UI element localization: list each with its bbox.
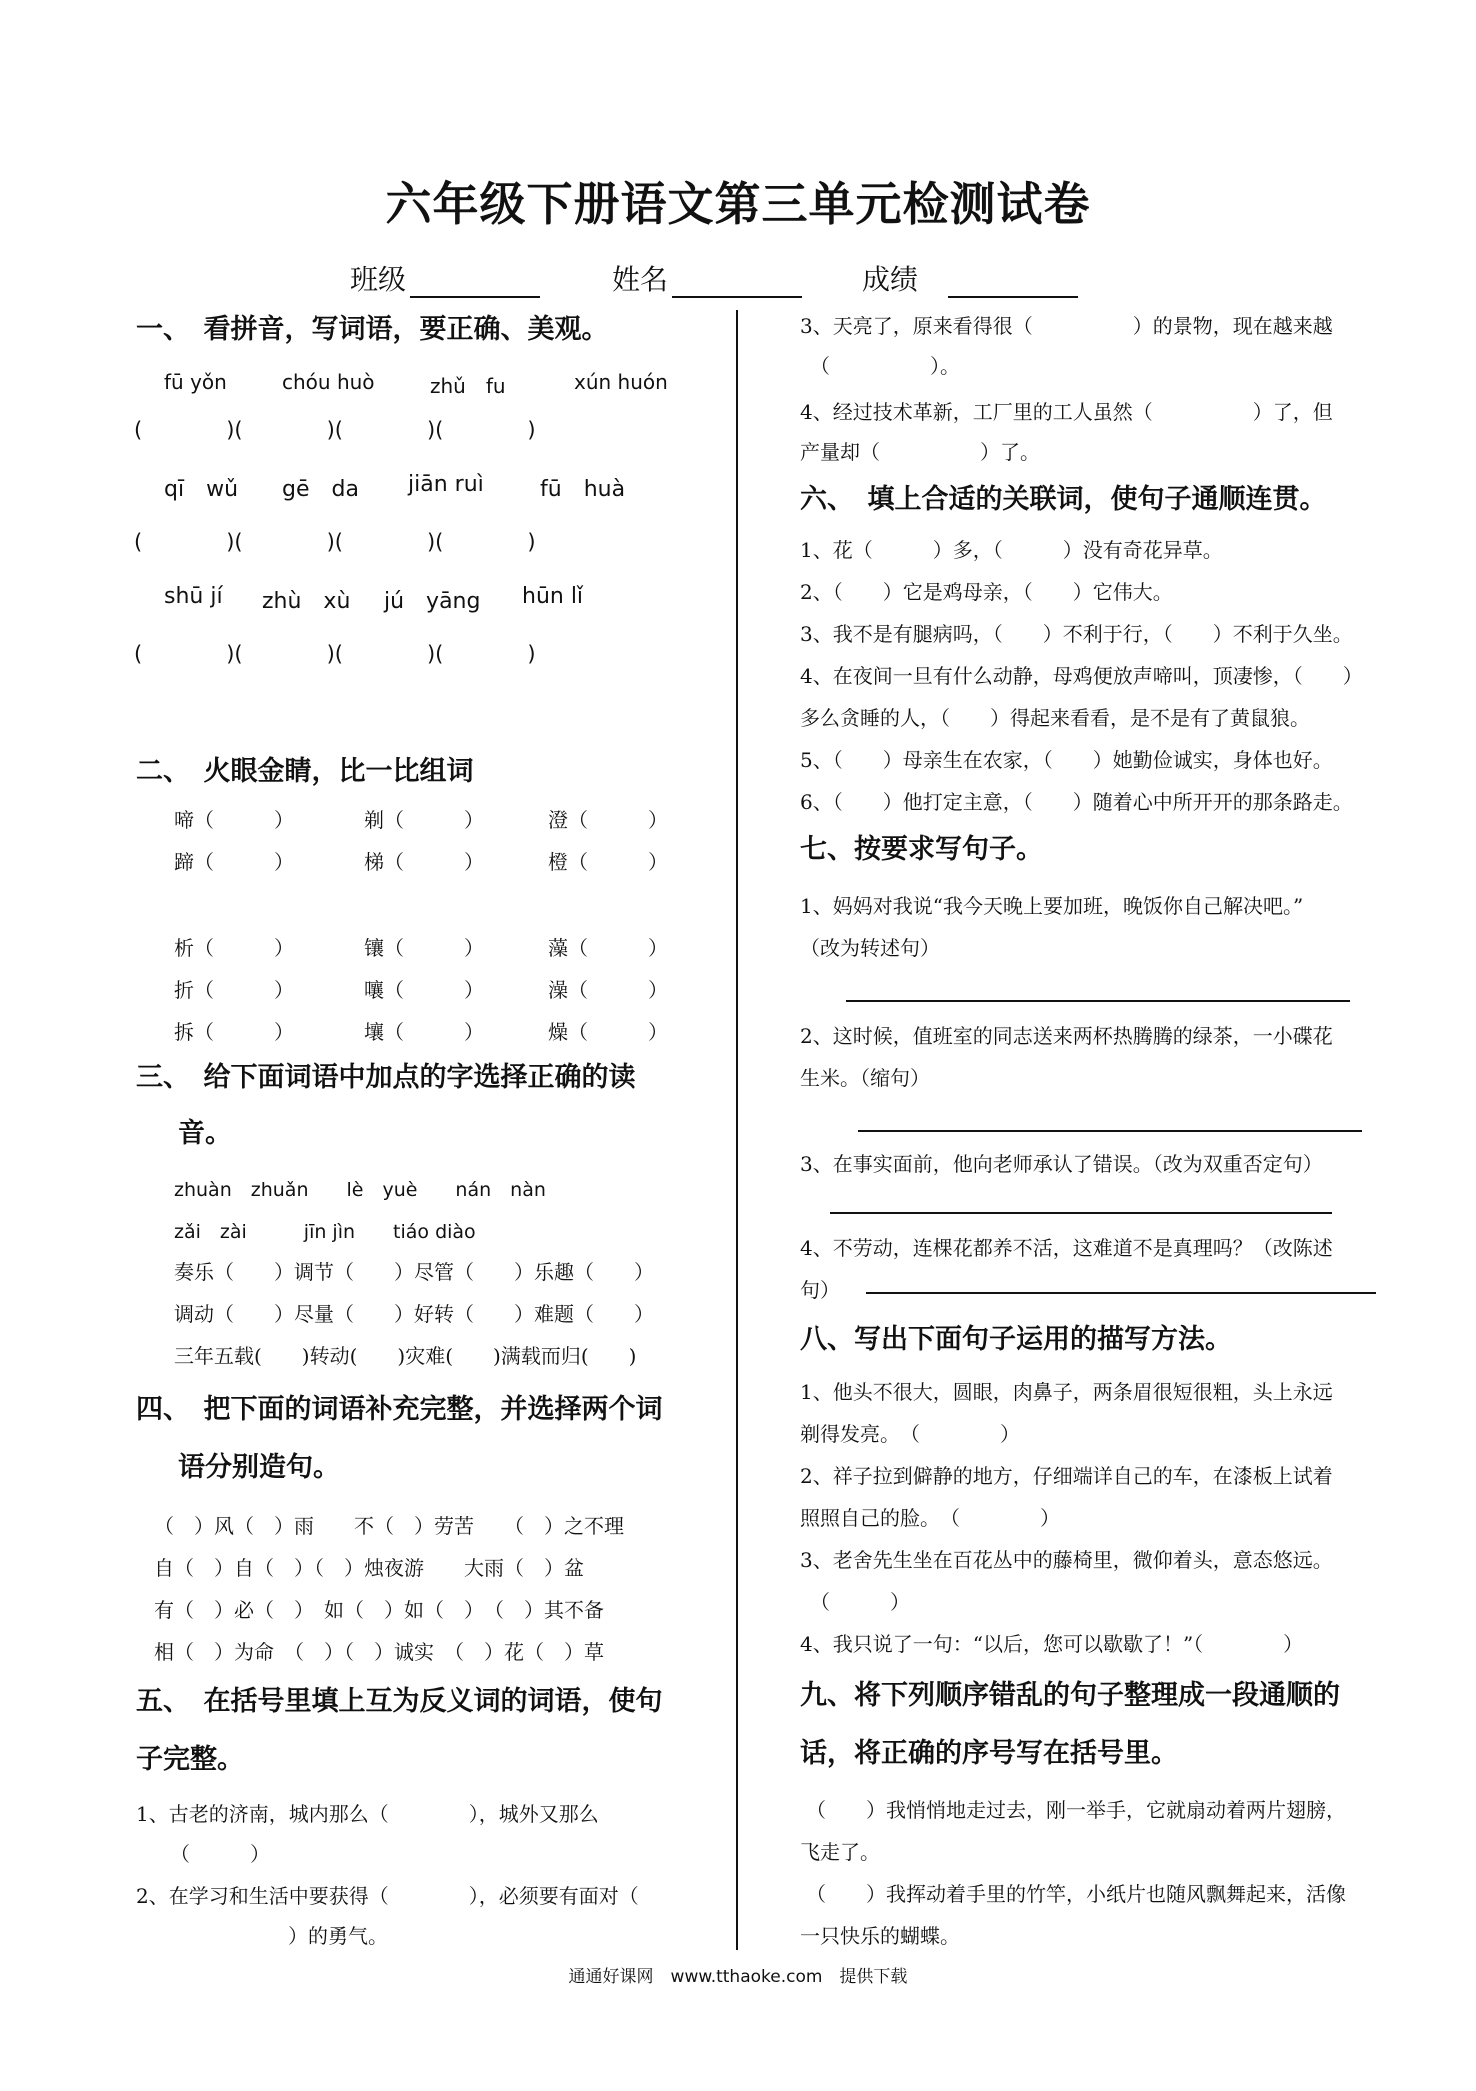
antonym-line[interactable]: 4、经过技术革新，工厂里的工人虽然（ ）了，但 (800, 400, 1333, 424)
section-5-heading: 五、 在括号里填上互为反义词的词语，使句 (136, 1686, 663, 1717)
antonym-line[interactable]: 产量却（ ）了。 (800, 440, 1040, 464)
description-line[interactable]: 剃得发亮。 （ ） (800, 1422, 1020, 1446)
section-2-heading: 二、 火眼金睛，比一比组词 (136, 756, 474, 787)
compare-word[interactable]: 拆（ ） (174, 1020, 294, 1044)
compare-word[interactable]: 嚷（ ） (364, 978, 484, 1002)
name-label: 姓名 (612, 263, 669, 296)
class-blank[interactable] (410, 266, 540, 298)
idiom-row[interactable]: （ ）风（ ）雨 不（ ）劳苦 （ ）之不理 (154, 1514, 624, 1538)
reading-pinyin-2: zǎi zài jīn jìn tiáo diào (174, 1221, 476, 1243)
section-3-heading-cont: 音。 (178, 1118, 232, 1149)
compare-word[interactable]: 橙（ ） (548, 850, 668, 874)
student-info-bar (350, 258, 1150, 298)
order-line: 飞走了。 (800, 1840, 880, 1864)
page-title: 六年级下册语文第三单元检测试卷 (385, 177, 1091, 231)
score-blank[interactable] (948, 266, 1078, 298)
class-label: 班级 (350, 263, 407, 296)
order-line: 一只快乐的蝴蝶。 (800, 1924, 960, 1948)
section-9-heading: 九、将下列顺序错乱的句子整理成一段通顺的 (800, 1680, 1340, 1711)
conjunction-line[interactable]: 6、（ ）他打定主意，（ ）随着心中所开开的那条路走。 (800, 790, 1353, 814)
idiom-row[interactable]: 相（ ）为命 （ ）（ ）诚实 （ ）花（ ）草 (154, 1640, 604, 1664)
antonym-line[interactable]: 1、古老的济南，城内那么（ ），城外又那么 (136, 1802, 599, 1826)
answer-line[interactable] (866, 1290, 1376, 1294)
compare-word[interactable]: 啼（ ） (174, 808, 294, 832)
conjunction-line[interactable]: 4、在夜间一旦有什么动静，母鸡便放声啼叫，顶凄惨，（ ） (800, 664, 1363, 688)
order-line[interactable]: （ ）我悄悄地走过去，刚一举手，它就扇动着两片翅膀， (806, 1798, 1346, 1822)
pinyin-2-1: qī wǔ (164, 477, 239, 502)
pinyin-3-4: hūn lǐ (522, 584, 584, 609)
pinyin-3-1: shū jí (164, 584, 223, 609)
conjunction-line[interactable]: 3、我不是有腿病吗，（ ）不利于行，（ ）不利于久坐。 (800, 622, 1353, 646)
column-divider (736, 310, 738, 1950)
rewrite-question: 2、这时候，值班室的同志送来两杯热腾腾的绿茶，一小碟花 (800, 1024, 1333, 1048)
description-line[interactable]: 照照自己的脸。 （ ） (800, 1506, 1060, 1530)
idiom-row[interactable]: 自（ ）自（ ）（ ）烛夜游 大雨（ ）盆 (154, 1556, 584, 1580)
section-4-heading: 四、 把下面的词语补充完整，并选择两个词 (136, 1394, 663, 1425)
reading-pinyin-1: zhuàn zhuǎn lè yuè nán nàn (174, 1179, 546, 1201)
compare-word[interactable]: 澄（ ） (548, 808, 668, 832)
rewrite-question: （改为转述句） (800, 936, 940, 960)
pinyin-3-2: zhù xù (262, 589, 351, 614)
compare-word[interactable]: 梯（ ） (364, 850, 484, 874)
pinyin-3-3: jú yāng (384, 589, 481, 614)
compare-word[interactable]: 剃（ ） (364, 808, 484, 832)
section-8-heading: 八、写出下面句子运用的描写方法。 (800, 1324, 1232, 1355)
section-6-heading: 六、 填上合适的关联词，使句子通顺连贯。 (800, 484, 1327, 515)
compare-word[interactable]: 折（ ） (174, 978, 294, 1002)
name-field (612, 258, 802, 298)
description-line: 2、祥子拉到僻静的地方，仔细端详自己的车，在漆板上试着 (800, 1464, 1333, 1488)
section-9-heading-cont: 话，将正确的序号写在括号里。 (800, 1738, 1178, 1769)
name-blank[interactable] (672, 266, 802, 298)
section-1-heading: 一、 看拼音，写词语，要正确、美观。 (136, 314, 609, 345)
compare-word[interactable]: 澡（ ） (548, 978, 668, 1002)
pinyin-1-4: xún huón (574, 370, 668, 394)
antonym-line[interactable]: 3、天亮了，原来看得很（ ）的景物，现在越来越 (800, 314, 1333, 338)
antonym-line[interactable]: 2、在学习和生活中要获得（ ），必须要有面对（ (136, 1884, 639, 1908)
rewrite-question: 1、妈妈对我说“我今天晚上要加班，晚饭你自己解决吧。” (800, 894, 1304, 918)
conjunction-line[interactable]: 5、（ ）母亲生在农家，（ ）她勤俭诚实，身体也好。 (800, 748, 1333, 772)
conjunction-line[interactable]: 2、（ ）它是鸡母亲，（ ）它伟大。 (800, 580, 1173, 604)
rewrite-question: 生米。（缩句） (800, 1066, 930, 1090)
rewrite-question: 4、不劳动，连棵花都养不活，这难道不是真理吗？（改陈述 (800, 1236, 1333, 1260)
reading-row[interactable]: 三年五载( )转动( )灾难( )满载而归( ) (174, 1344, 637, 1368)
section-4-heading-cont: 语分别造句。 (178, 1452, 340, 1483)
order-line[interactable]: （ ）我挥动着手里的竹竿，小纸片也随风飘舞起来，活像 (806, 1882, 1346, 1906)
idiom-row[interactable]: 有（ ）必（ ） 如（ ）如（ ） （ ）其不备 (154, 1598, 604, 1622)
compare-word[interactable]: 镶（ ） (364, 936, 484, 960)
footer-source: 通通好课网 www.tthaoke.com 提供下载 (568, 1967, 908, 1987)
rewrite-question: 句） (800, 1278, 840, 1302)
conjunction-line[interactable]: 1、花（ ）多，（ ）没有奇花异草。 (800, 538, 1223, 562)
pinyin-1-3: zhǔ fu (430, 374, 506, 398)
answer-brackets-3[interactable]: ( )( )( )( ) (134, 642, 536, 666)
description-line: 1、他头不很大，圆眼，肉鼻子，两条眉很短很粗，头上永远 (800, 1380, 1333, 1404)
pinyin-1-1: fū yǒn (164, 370, 227, 394)
antonym-line[interactable]: （ ）。 (810, 354, 960, 378)
class-field (350, 258, 540, 298)
antonym-line[interactable]: （ ） (170, 1842, 270, 1866)
conjunction-line[interactable]: 多么贪睡的人，（ ）得起来看看，是不是有了黄鼠狼。 (800, 706, 1310, 730)
antonym-line[interactable]: ）的勇气。 (228, 1924, 388, 1948)
description-line[interactable]: （ ） (810, 1590, 910, 1614)
pinyin-1-2: chóu huò (282, 370, 375, 394)
section-7-heading: 七、按要求写句子。 (800, 834, 1043, 865)
pinyin-2-2: gē da (282, 477, 359, 502)
score-field (862, 258, 1078, 298)
score-label: 成绩 (862, 263, 919, 296)
compare-word[interactable]: 蹄（ ） (174, 850, 294, 874)
compare-word[interactable]: 壤（ ） (364, 1020, 484, 1044)
rewrite-question: 3、在事实面前，他向老师承认了错误。（改为双重否定句） (800, 1152, 1323, 1176)
pinyin-2-3: jiān ruì (408, 472, 484, 497)
compare-word[interactable]: 燥（ ） (548, 1020, 668, 1044)
pinyin-2-4: fū huà (540, 477, 626, 502)
description-line[interactable]: 4、我只说了一句：“以后，您可以歇歇了！”（ ） (800, 1632, 1304, 1656)
answer-brackets-1[interactable]: ( )( )( )( ) (134, 418, 536, 442)
answer-line[interactable] (830, 1210, 1332, 1214)
answer-line[interactable] (846, 998, 1350, 1002)
answer-brackets-2[interactable]: ( )( )( )( ) (134, 530, 536, 554)
description-line: 3、老舍先生坐在百花丛中的藤椅里，微仰着头，意态悠远。 (800, 1548, 1333, 1572)
compare-word[interactable]: 藻（ ） (548, 936, 668, 960)
reading-row[interactable]: 调动（ ）尽量（ ）好转（ ）难题（ ） (174, 1302, 654, 1326)
reading-row[interactable]: 奏乐（ ）调节（ ）尽管（ ）乐趣（ ） (174, 1260, 654, 1284)
section-3-heading: 三、 给下面词语中加点的字选择正确的读 (136, 1062, 636, 1093)
section-5-heading-cont: 子完整。 (136, 1744, 244, 1775)
compare-word[interactable]: 析（ ） (174, 936, 294, 960)
answer-line[interactable] (858, 1128, 1362, 1132)
